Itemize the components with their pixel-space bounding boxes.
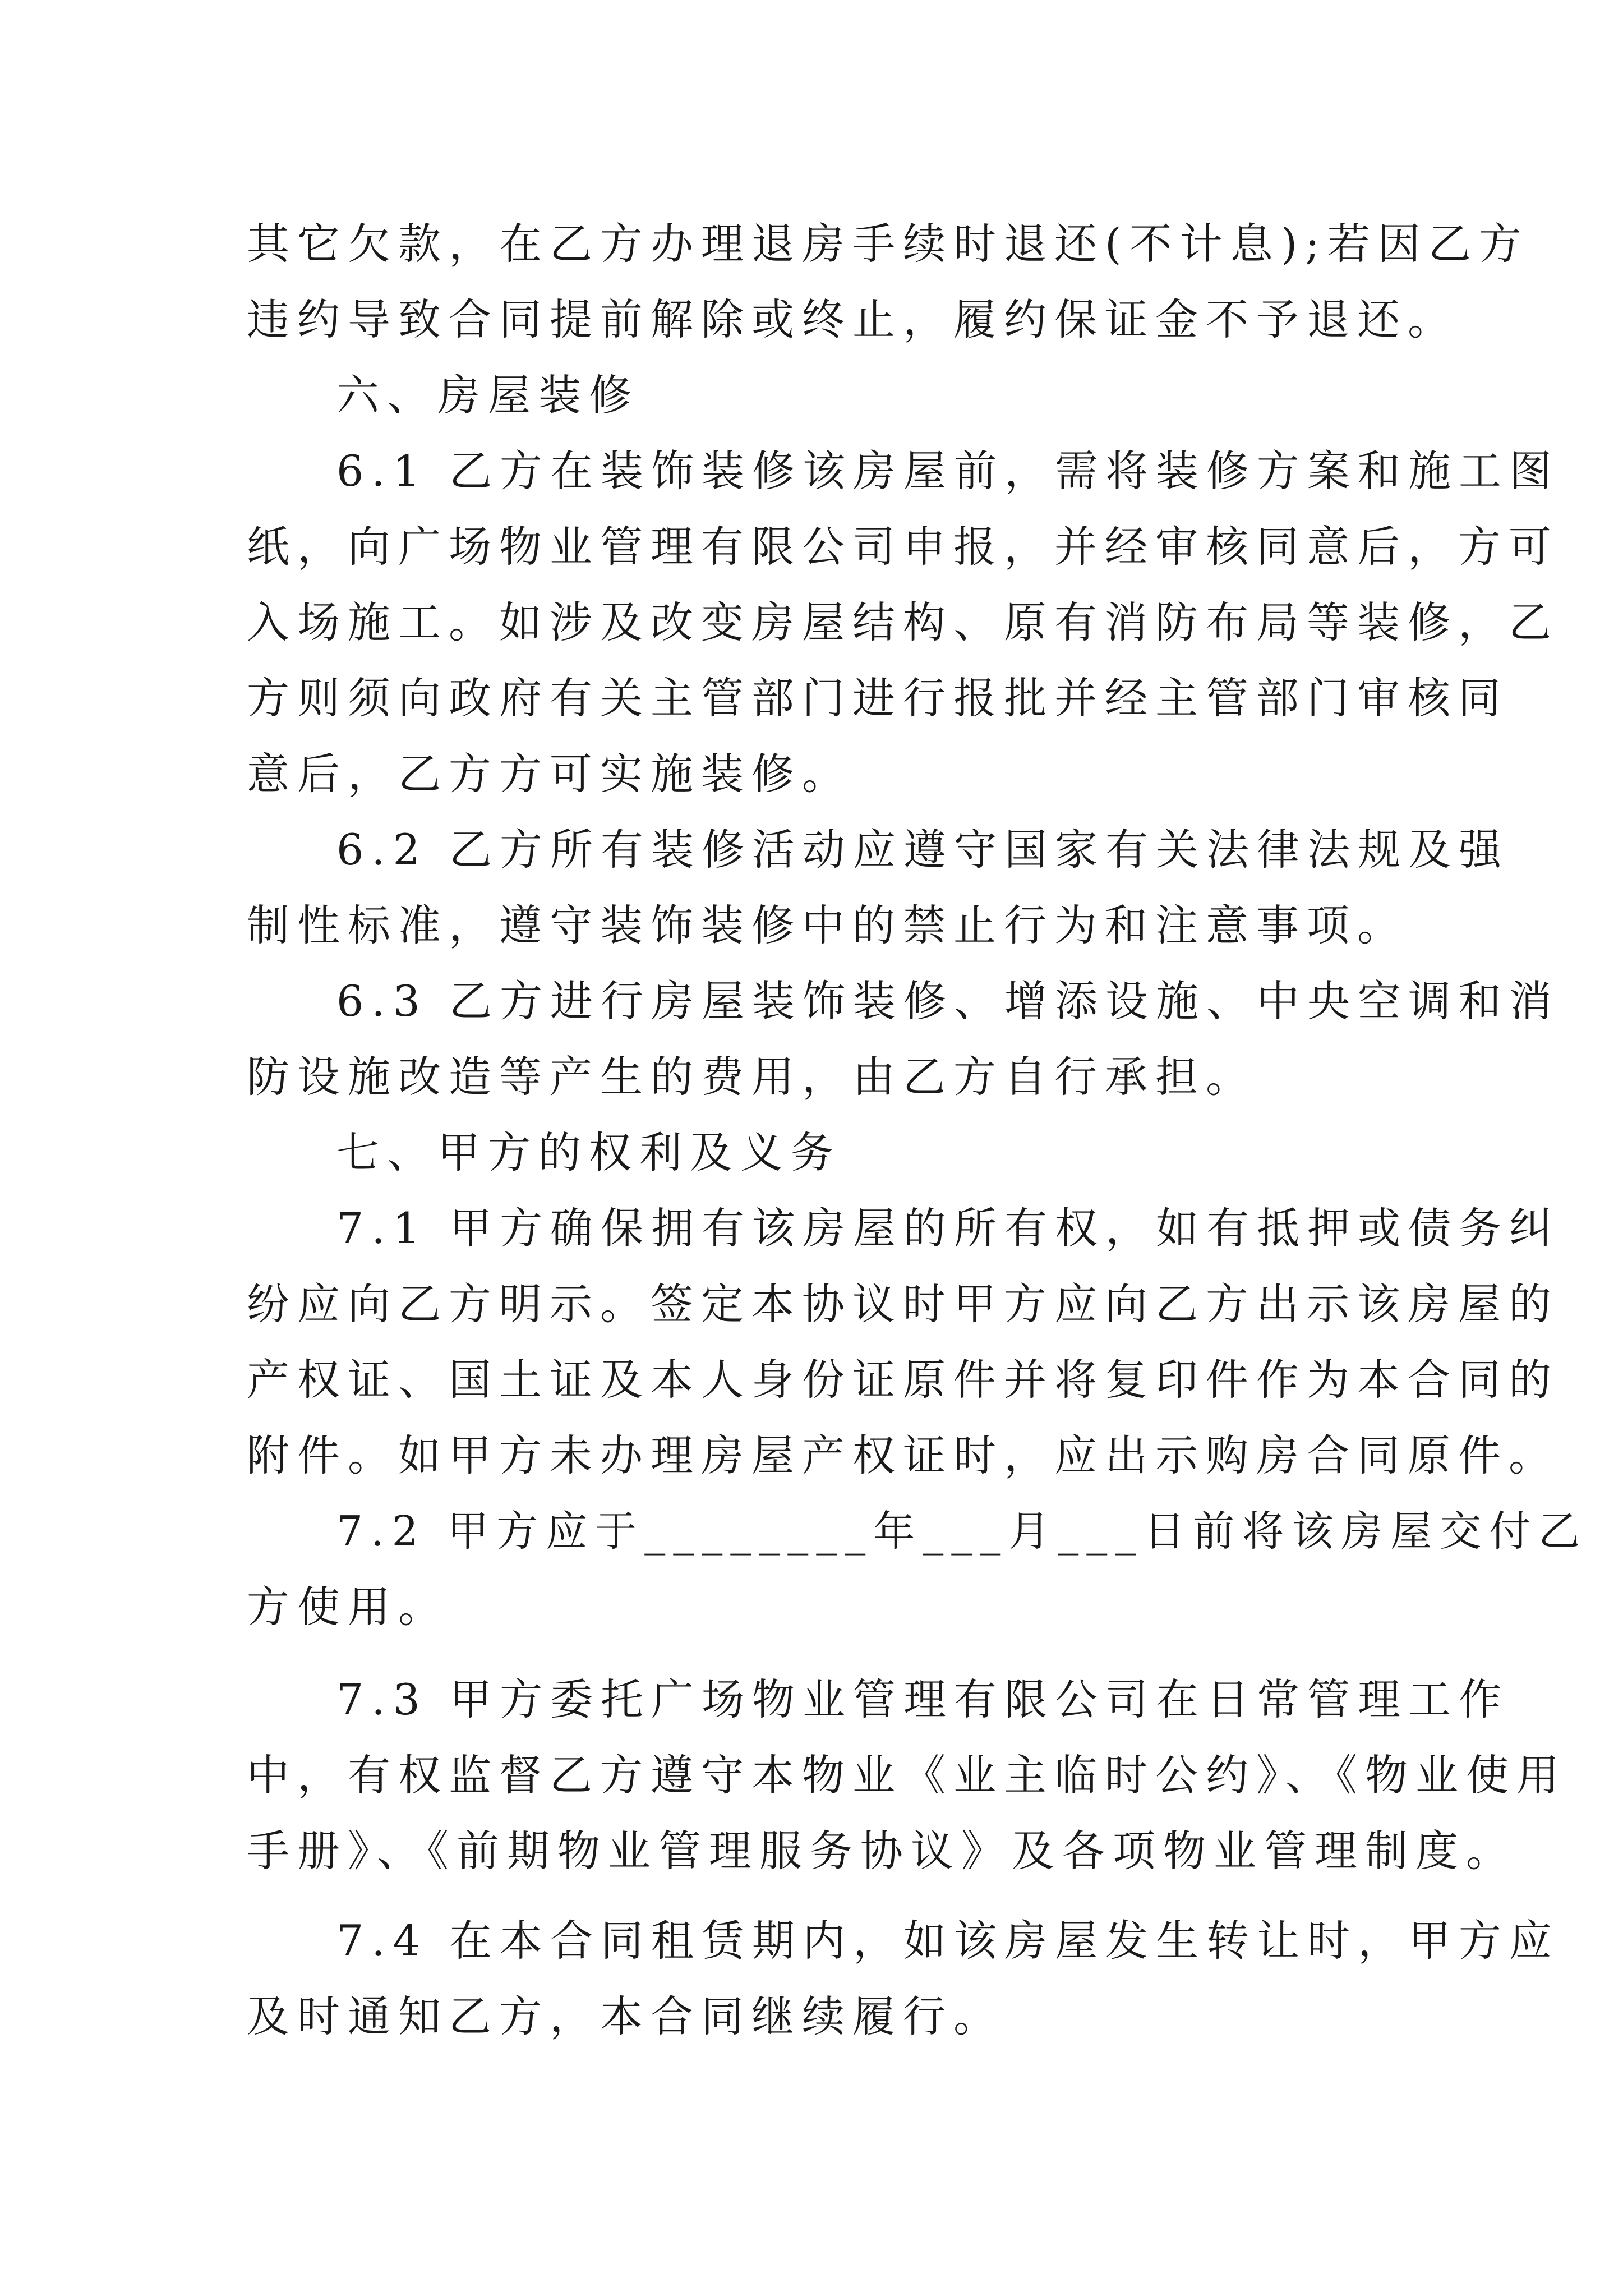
text-line: 产权证、国土证及本人身份证原件并将复印件作为本合同的 bbox=[247, 1355, 1559, 1405]
text-line: 纷应向乙方明示。签定本协议时甲方应向乙方出示该房屋的 bbox=[247, 1279, 1559, 1329]
text-line: 其它欠款，在乙方办理退房手续时退还(不计息);若因乙方 bbox=[247, 219, 1529, 269]
text-line: 6.2 乙方所有装修活动应遵守国家有关法律法规及强 bbox=[336, 825, 1510, 875]
text-line: 方则须向政府有关主管部门进行报批并经主管部门审核同 bbox=[247, 673, 1509, 723]
text-line: 7.1 甲方确保拥有该房屋的所有权，如有抵押或债务纠 bbox=[336, 1203, 1560, 1253]
text-line: 入场施工。如涉及改变房屋结构、原有消防布局等装修，乙 bbox=[247, 597, 1559, 647]
section-heading: 六、房屋装修 bbox=[336, 370, 639, 420]
text-line: 7.3 甲方委托广场物业管理有限公司在日常管理工作 bbox=[336, 1674, 1510, 1724]
text-line: 意后，乙方方可实施装修。 bbox=[247, 749, 852, 799]
text-line: 制性标准，遵守装饰装修中的禁止行为和注意事项。 bbox=[247, 900, 1408, 950]
text-line: 手册》、《前期物业管理服务协议》及各项物业管理制度。 bbox=[247, 1826, 1516, 1876]
text-line: 中，有权监督乙方遵守本物业《业主临时公约》、《物业使用 bbox=[247, 1750, 1567, 1800]
text-line: 7.4 在本合同租赁期内，如该房屋发生转让时，甲方应 bbox=[336, 1916, 1560, 1966]
text-line: 违约导致合同提前解除或终止，履约保证金不予退还。 bbox=[247, 295, 1458, 344]
section-heading: 七、甲方的权利及义务 bbox=[336, 1128, 841, 1177]
text-line: 6.1 乙方在装饰装修该房屋前，需将装修方案和施工图 bbox=[336, 446, 1560, 496]
text-line: 附件。如甲方未办理房屋产权证时，应出示购房合同原件。 bbox=[247, 1430, 1559, 1480]
text-line: 纸，向广场物业管理有限公司申报，并经审核同意后，方可 bbox=[247, 522, 1559, 572]
text-line: 方使用。 bbox=[247, 1582, 449, 1632]
text-line: 防设施改造等产生的费用，由乙方自行承担。 bbox=[247, 1052, 1256, 1102]
text-line: 7.2 甲方应于________年___月___日前将该房屋交付乙 bbox=[336, 1507, 1588, 1556]
text-line: 6.3 乙方进行房屋装饰装修、增添设施、中央空调和消 bbox=[336, 976, 1560, 1026]
text-line: 及时通知乙方，本合同继续履行。 bbox=[247, 1991, 1004, 2041]
